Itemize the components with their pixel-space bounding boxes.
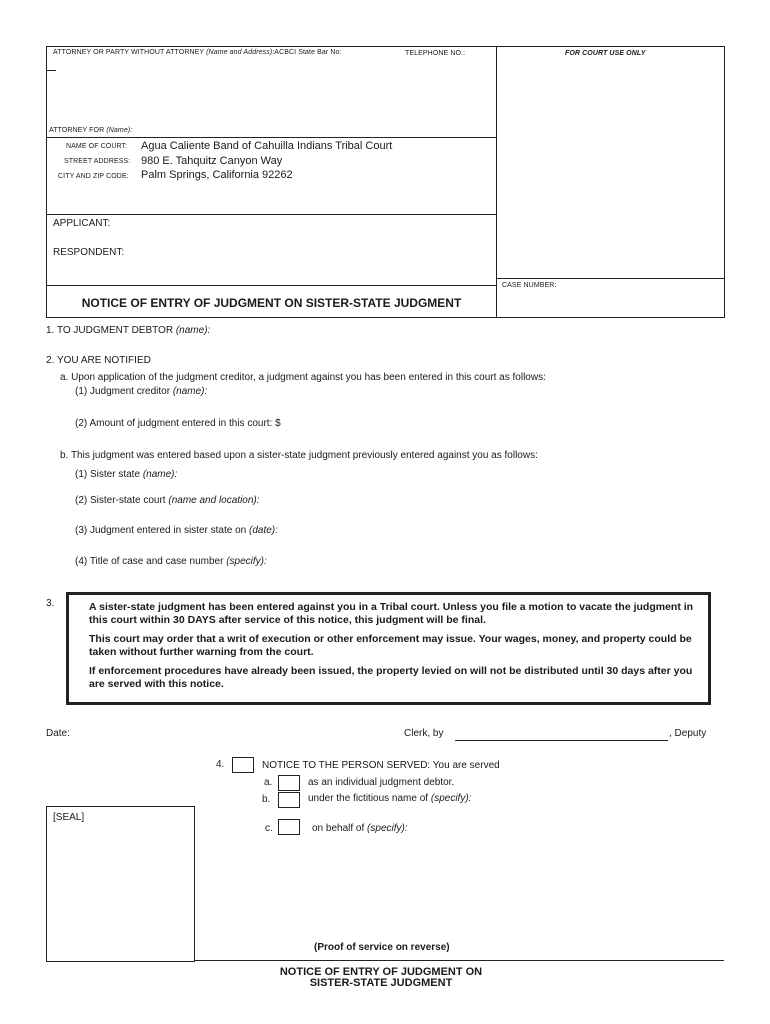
item-2b2-sister-state-court[interactable]: (2) Sister-state court (name and location): — [75, 495, 260, 506]
notice-box — [66, 592, 711, 705]
notice-paragraph-2: This court may order that a writ of execution or other enforcement may issue. Your wages, money, and property could be taken without further warning from the court. — [89, 633, 692, 658]
notice-paragraph-1: A sister-state judgment has been entered against you in a Tribal court. Unless you file a motion to vacate the judgment in this court within 30 DAYS after service of this notice, this judgment will be final. — [89, 601, 694, 626]
item-4-checkbox[interactable] — [232, 757, 254, 773]
attorney-label: ATTORNEY OR PARTY WITHOUT ATTORNEY (Name and Address):ACBCI State Bar No: — [53, 49, 342, 56]
item-4b-checkbox[interactable] — [278, 792, 300, 808]
item-2-heading: 2. YOU ARE NOTIFIED — [46, 355, 151, 366]
city-zip-value[interactable]: Palm Springs, California 92262 — [141, 169, 293, 181]
item-4a-letter: a. — [264, 777, 273, 788]
item-4b-letter: b. — [262, 794, 271, 805]
applicant-label[interactable]: APPLICANT: — [53, 218, 111, 229]
form-title: NOTICE OF ENTRY OF JUDGMENT ON SISTER-STATE JUDGMENT — [81, 296, 462, 310]
item-4c-letter: c. — [265, 823, 273, 834]
item-1-judgment-debtor[interactable]: 1. TO JUDGMENT DEBTOR (name): — [46, 325, 211, 336]
item-4-label: NOTICE TO THE PERSON SERVED: You are served — [262, 760, 500, 771]
footer-title-line-1: NOTICE OF ENTRY OF JUDGMENT ON — [279, 966, 483, 978]
seal-box — [46, 806, 195, 962]
item-2a: a. Upon application of the judgment creditor, a judgment against you has been entered in this court as follows: — [60, 372, 546, 383]
item-2b1-sister-state[interactable]: (1) Sister state (name): — [75, 469, 178, 480]
clerk-signature-line[interactable] — [455, 740, 668, 741]
item-4c-checkbox[interactable] — [278, 819, 300, 835]
footer-rule — [195, 960, 724, 961]
item-2b4-case-title[interactable]: (4) Title of case and case number (specify): — [75, 556, 267, 567]
seal-label: [SEAL] — [53, 812, 85, 823]
court-use-label: FOR COURT USE ONLY — [565, 50, 646, 57]
clerk-label: Clerk, by — [404, 728, 444, 739]
attorney-name-dash — [47, 70, 56, 71]
item-2b3-judgment-date[interactable]: (3) Judgment entered in sister state on (date): — [75, 525, 278, 536]
notice-paragraph-3: If enforcement procedures have already been issued, the property levied on will not be distributed until 30 days after you are served with this notice. — [89, 665, 693, 690]
case-number-label[interactable]: CASE NUMBER: — [502, 282, 557, 289]
telephone-label: TELEPHONE NO.: — [405, 50, 466, 57]
item-3-number: 3. — [46, 598, 55, 609]
name-of-court-value[interactable]: Agua Caliente Band of Cahuilla Indians Tribal Court — [141, 140, 393, 152]
street-address-label: STREET ADDRESS: — [64, 158, 131, 165]
proof-of-service-label: (Proof of service on reverse) — [314, 942, 450, 953]
item-4b-label: under the fictitious name of (specify): — [308, 793, 472, 804]
court-use-box — [496, 46, 725, 279]
respondent-label[interactable]: RESPONDENT: — [53, 247, 125, 258]
item-4c-label: on behalf of (specify): — [312, 823, 408, 834]
date-label[interactable]: Date: — [46, 728, 70, 739]
item-4a-label: as an individual judgment debtor. — [308, 777, 455, 788]
footer-title-line-2: SISTER-STATE JUDGMENT — [309, 977, 453, 989]
city-zip-label: CITY AND ZIP CODE: — [58, 173, 129, 180]
street-address-value[interactable]: 980 E. Tahquitz Canyon Way — [141, 155, 283, 167]
deputy-label: , Deputy — [669, 728, 707, 739]
item-2b: b. This judgment was entered based upon a sister-state judgment previously entered against you as follows: — [60, 450, 538, 461]
name-of-court-label: NAME OF COURT: — [66, 143, 128, 150]
attorney-box — [46, 46, 497, 138]
item-2a1-judgment-creditor[interactable]: (1) Judgment creditor (name): — [75, 386, 208, 397]
item-2a2-amount[interactable]: (2) Amount of judgment entered in this court: $ — [75, 418, 281, 429]
item-4a-checkbox[interactable] — [278, 775, 300, 791]
attorney-for-label: ATTORNEY FOR (Name): — [49, 127, 133, 134]
item-4-number: 4. — [216, 759, 225, 770]
